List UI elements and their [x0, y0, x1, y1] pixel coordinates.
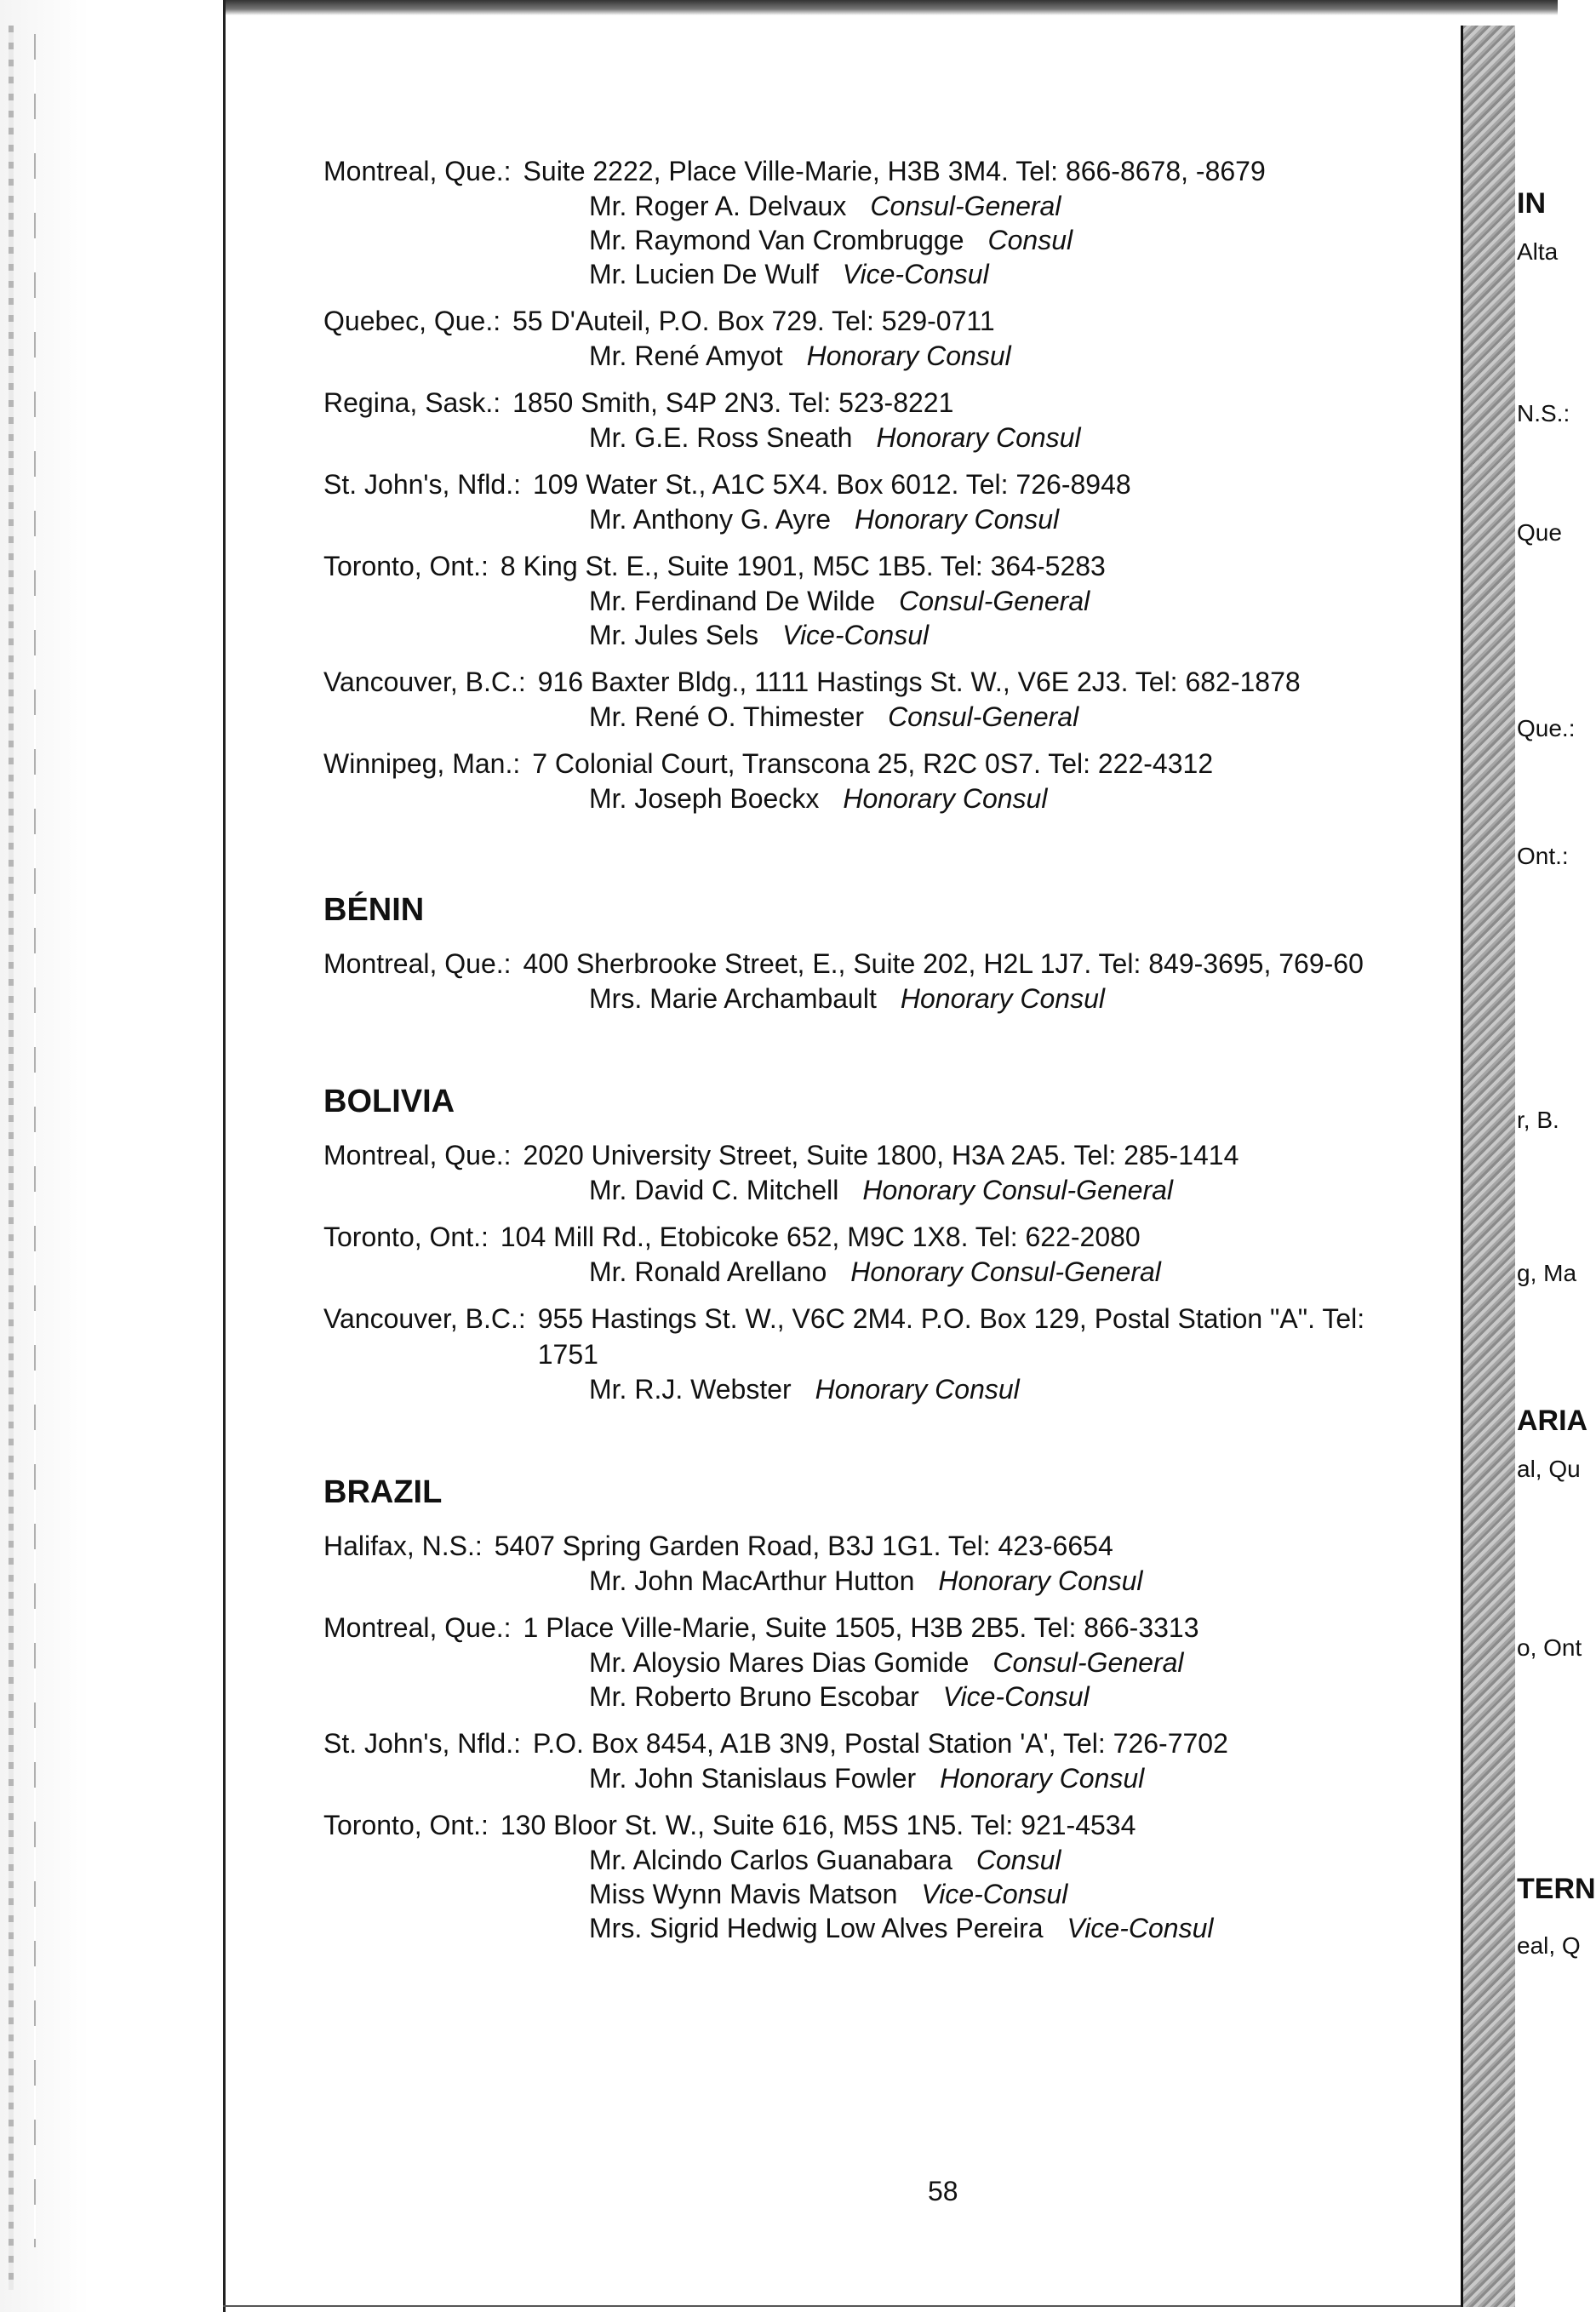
consul-title: Vice-Consul — [842, 259, 989, 289]
consul-title: Honorary Consul — [938, 1565, 1143, 1596]
consul-row — [323, 421, 1456, 455]
address-text: 400 Sherbrooke Street, E., Suite 202, H2L 1J7. Tel: 849-3695, 769-60 — [523, 948, 1364, 979]
consul-row — [323, 1564, 1456, 1598]
consul-name: Mr. Ronald Arellano — [589, 1256, 827, 1287]
city-label: Toronto, Ont.: — [323, 1222, 489, 1252]
consul-name: Mr. René O. Thimester — [589, 701, 865, 732]
page-edge-shadow — [1461, 26, 1518, 2307]
consul-row — [323, 584, 1456, 618]
facing-page-text: Que — [1517, 519, 1562, 546]
entry-location-line — [323, 1137, 1456, 1173]
consul-name: Mr. Ferdinand De Wilde — [589, 586, 876, 616]
facing-page-text: Ont.: — [1517, 843, 1569, 869]
book-gutter — [0, 0, 226, 2312]
city-label: St. John's, Nfld.: — [323, 469, 521, 500]
entry-location-line — [323, 1528, 1456, 1564]
entry-location-line — [323, 466, 1456, 502]
consul-row — [323, 223, 1456, 257]
consul-title: Honorary Consul-General — [862, 1175, 1173, 1205]
consul-row — [323, 1911, 1456, 1945]
facing-page-text: ARIA — [1517, 1405, 1588, 1437]
consul-name: Mr. John Stanislaus Fowler — [589, 1763, 917, 1794]
address-text: 8 King St. E., Suite 1901, M5C 1B5. Tel: 364-5283 — [500, 551, 1106, 581]
consul-row — [323, 1761, 1456, 1795]
address-text: 955 Hastings St. W., V6C 2M4. P.O. Box 129, Postal Station "A". Tel: 1751 — [537, 1303, 1365, 1370]
consulate-entry — [323, 548, 1456, 652]
address-text: 109 Water St., A1C 5X4. Box 6012. Tel: 726-8948 — [532, 469, 1131, 500]
entry-location-line — [323, 385, 1456, 421]
city-label: Regina, Sask.: — [323, 387, 501, 418]
consul-title: Honorary Consul — [940, 1763, 1145, 1794]
consulate-entry — [323, 1725, 1456, 1795]
address-text: 2020 University Street, Suite 1800, H3A 2A5. Tel: 285-1414 — [523, 1140, 1239, 1170]
consul-name: Miss Wynn Mavis Matson — [589, 1879, 898, 1909]
facing-page-text: IN — [1517, 187, 1546, 220]
address-text: 7 Colonial Court, Transcona 25, R2C 0S7. Tel: 222-4312 — [532, 748, 1214, 779]
entry-location-line — [323, 664, 1456, 700]
entry-location-line — [323, 1301, 1456, 1372]
consul-row — [323, 1843, 1456, 1877]
consul-row — [323, 1680, 1456, 1714]
entry-location-line — [323, 746, 1456, 781]
entry-location-line — [323, 1725, 1456, 1761]
consul-title: Vice-Consul — [942, 1681, 1090, 1712]
consul-row — [323, 618, 1456, 652]
facing-page-text: o, Ont — [1517, 1634, 1582, 1661]
consul-row — [323, 502, 1456, 536]
address-text: 104 Mill Rd., Etobicoke 652, M9C 1X8. Tel: 622-2080 — [500, 1222, 1141, 1252]
consulate-entry — [323, 746, 1456, 815]
consul-title: Vice-Consul — [782, 620, 930, 650]
consul-name: Mr. Anthony G. Ayre — [589, 504, 831, 535]
consul-title: Consul — [987, 225, 1073, 255]
city-label: Montreal, Que.: — [323, 948, 512, 979]
consulate-entry — [323, 1301, 1456, 1406]
city-label: Toronto, Ont.: — [323, 1810, 489, 1840]
consul-name: Mr. Aloysio Mares Dias Gomide — [589, 1647, 970, 1678]
consul-row — [323, 1877, 1456, 1911]
consulate-entry — [323, 1219, 1456, 1289]
consul-row — [323, 1372, 1456, 1406]
consulate-entry — [323, 664, 1456, 734]
country-heading: BRAZIL — [323, 1474, 443, 1510]
city-label: Winnipeg, Man.: — [323, 748, 521, 779]
consul-title: Consul-General — [899, 586, 1090, 616]
consul-row — [323, 1645, 1456, 1680]
consulate-entry — [323, 1137, 1456, 1207]
consul-name: Mr. Roberto Bruno Escobar — [589, 1681, 919, 1712]
consul-title: Vice-Consul — [1067, 1913, 1214, 1943]
consul-title: Honorary Consul — [900, 983, 1105, 1014]
consul-row — [323, 339, 1456, 373]
consul-name: Mr. Joseph Boeckx — [589, 783, 820, 814]
city-label: St. John's, Nfld.: — [323, 1728, 521, 1759]
consul-row — [323, 981, 1456, 1016]
consul-name: Mr. G.E. Ross Sneath — [589, 422, 853, 453]
consul-title: Consul — [975, 1845, 1061, 1875]
city-label: Vancouver, B.C.: — [323, 1303, 526, 1334]
facing-page-text: Alta — [1517, 238, 1559, 265]
facing-page-text: N.S.: — [1517, 400, 1570, 426]
address-text: 1850 Smith, S4P 2N3. Tel: 523-8221 — [512, 387, 954, 418]
address-text: 5407 Spring Garden Road, B3J 1G1. Tel: 423-6654 — [494, 1531, 1113, 1561]
entry-location-line — [323, 153, 1456, 189]
address-text: 916 Baxter Bldg., 1111 Hastings St. W., V6E 2J3. Tel: 682-1878 — [537, 667, 1301, 697]
consulate-entry — [323, 466, 1456, 536]
city-label: Toronto, Ont.: — [323, 551, 489, 581]
consul-name: Mr. R.J. Webster — [589, 1374, 792, 1405]
directory-content — [323, 153, 1456, 1957]
consul-title: Honorary Consul-General — [850, 1256, 1161, 1287]
consul-name: Mr. Raymond Van Crombrugge — [589, 225, 964, 255]
consul-name: Mr. Alcindo Carlos Guanabara — [589, 1845, 952, 1875]
consulate-entry — [323, 1528, 1456, 1598]
entry-location-line — [323, 1219, 1456, 1255]
consul-title: Consul-General — [888, 701, 1079, 732]
consul-title: Vice-Consul — [921, 1879, 1068, 1909]
facing-page-text: g, Ma — [1517, 1260, 1577, 1286]
consul-name: Mr. Jules Sels — [589, 620, 759, 650]
consulate-entry — [323, 946, 1456, 1016]
city-label: Montreal, Que.: — [323, 1612, 512, 1643]
scan-streak — [34, 34, 36, 2247]
consulate-entry — [323, 1807, 1456, 1945]
consulate-entry — [323, 1610, 1456, 1714]
consul-title: Honorary Consul — [815, 1374, 1020, 1405]
consul-name: Mrs. Sigrid Hedwig Low Alves Pereira — [589, 1913, 1044, 1943]
facing-page-text: eal, Q — [1517, 1932, 1581, 1959]
city-label: Vancouver, B.C.: — [323, 667, 526, 697]
city-label: Montreal, Que.: — [323, 1140, 512, 1170]
scan-streak — [9, 26, 14, 2290]
consul-title: Honorary Consul — [806, 341, 1011, 371]
facing-page-text: TERN — [1517, 1873, 1596, 1905]
entry-location-line — [323, 1807, 1456, 1843]
address-text: 55 D'Auteil, P.O. Box 729. Tel: 529-0711 — [512, 306, 995, 336]
consul-row — [323, 700, 1456, 734]
consul-name: Mr. Lucien De Wulf — [589, 259, 819, 289]
consulate-entry — [323, 153, 1456, 291]
consul-row — [323, 1173, 1456, 1207]
address-text: 1 Place Ville-Marie, Suite 1505, H3B 2B5. Tel: 866-3313 — [523, 1612, 1199, 1643]
country-heading: BÉNIN — [323, 892, 425, 928]
entry-location-line — [323, 946, 1456, 981]
consul-name: Mr. David C. Mitchell — [589, 1175, 839, 1205]
consul-name: Mrs. Marie Archambault — [589, 983, 877, 1014]
city-label: Montreal, Que.: — [323, 156, 512, 186]
consul-row — [323, 1255, 1456, 1289]
consul-title: Consul-General — [992, 1647, 1184, 1678]
facing-page-fragment — [1515, 26, 1596, 2307]
consulate-entry — [323, 385, 1456, 455]
consul-title: Consul-General — [870, 191, 1061, 221]
scan-top-edge — [0, 0, 1558, 15]
country-heading: BOLIVIA — [323, 1084, 455, 1119]
address-text: Suite 2222, Place Ville-Marie, H3B 3M4. Tel: 866-8678, -8679 — [523, 156, 1266, 186]
address-text: 130 Bloor St. W., Suite 616, M5S 1N5. Tel: 921-4534 — [500, 1810, 1136, 1840]
city-label: Halifax, N.S.: — [323, 1531, 483, 1561]
consul-name: Mr. Roger A. Delvaux — [589, 191, 847, 221]
entry-location-line — [323, 303, 1456, 339]
consul-name: Mr. René Amyot — [589, 341, 783, 371]
consul-title: Honorary Consul — [876, 422, 1081, 453]
facing-page-text: al, Qu — [1517, 1456, 1581, 1482]
consul-title: Honorary Consul — [843, 783, 1048, 814]
facing-page-text: Que.: — [1517, 715, 1576, 741]
entry-location-line — [323, 548, 1456, 584]
consul-title: Honorary Consul — [855, 504, 1060, 535]
consulate-entry — [323, 303, 1456, 373]
page-number: 58 — [928, 2176, 958, 2206]
consul-row — [323, 781, 1456, 815]
facing-page-text: r, B. — [1517, 1107, 1559, 1133]
page-bottom-edge — [223, 2305, 1461, 2307]
consul-row — [323, 257, 1456, 291]
address-text: P.O. Box 8454, A1B 3N9, Postal Station 'A', Tel: 726-7702 — [532, 1728, 1228, 1759]
consul-row — [323, 189, 1456, 223]
consul-name: Mr. John MacArthur Hutton — [589, 1565, 915, 1596]
entry-location-line — [323, 1610, 1456, 1645]
city-label: Quebec, Que.: — [323, 306, 501, 336]
